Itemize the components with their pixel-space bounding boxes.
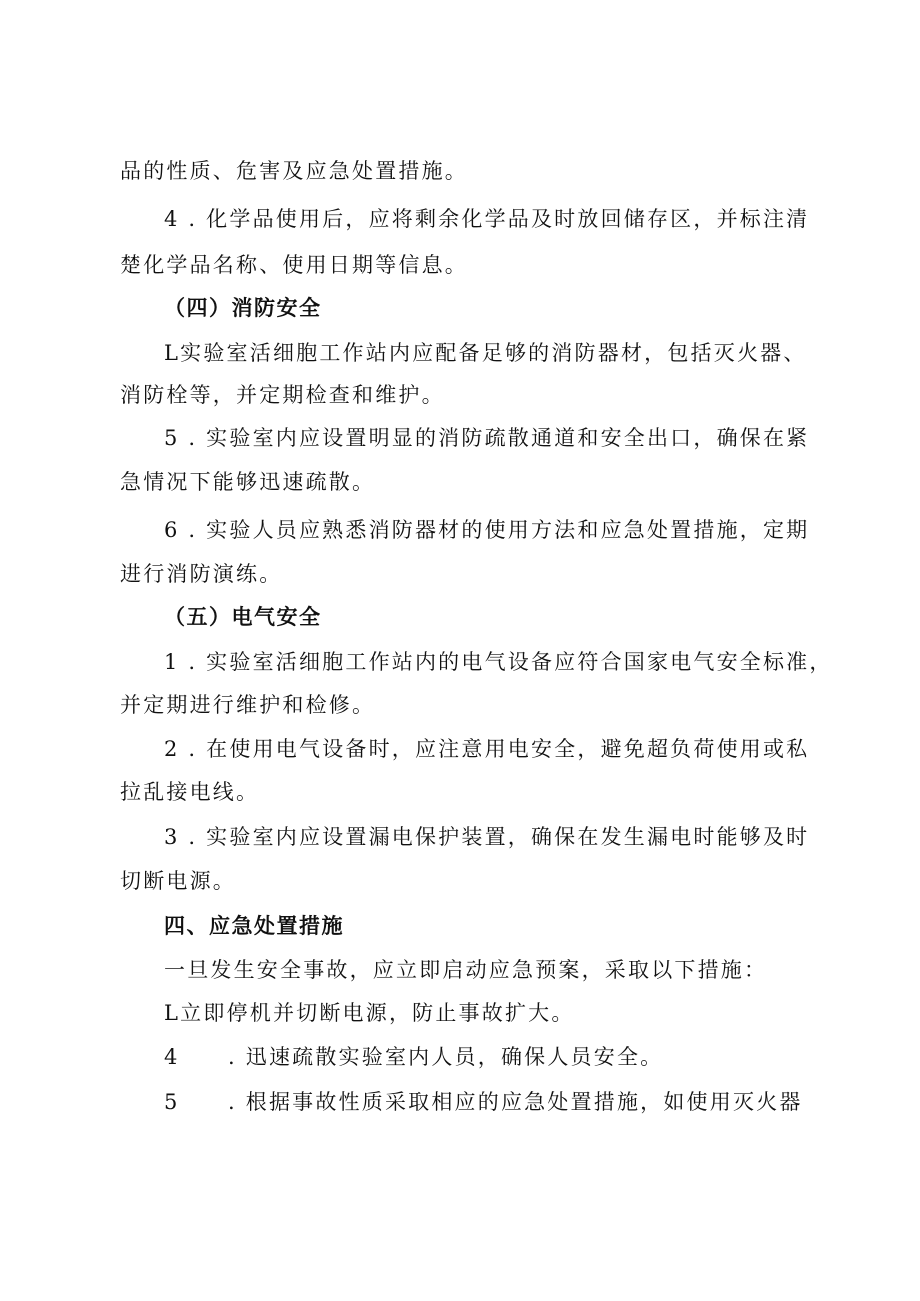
list-item-text: . 迅速疏散实验室内人员，确保人员安全。 bbox=[228, 1045, 664, 1069]
section-heading-emergency-measures: 四、应急处置措施 bbox=[164, 914, 344, 938]
paragraph-line: 3 . 实验室内应设置漏电保护装置，确保在发生漏电时能够及时 bbox=[164, 825, 810, 849]
section-heading-electrical-safety: （五）电气安全 bbox=[164, 605, 322, 629]
paragraph-line: 2 . 在使用电气设备时，应注意用电安全，避免超负荷使用或私 bbox=[164, 737, 810, 761]
list-item-response bbox=[164, 1087, 803, 1117]
paragraph-line: 1 . 实验室活细胞工作站内的电气设备应符合国家电气安全标准， bbox=[164, 650, 833, 674]
paragraph-line: 楚化学品名称、使用日期等信息。 bbox=[120, 253, 468, 277]
list-item-number: 5 bbox=[164, 1090, 180, 1114]
list-item-text: . 根据事故性质采取相应的应急处置措施，如使用灭火器 bbox=[228, 1090, 803, 1114]
paragraph-line: 拉乱接电线。 bbox=[120, 780, 260, 804]
paragraph-line: 5 . 实验室内应设置明显的消防疏散通道和安全出口，确保在紧 bbox=[164, 426, 810, 450]
paragraph-line: 切断电源。 bbox=[120, 869, 236, 893]
paragraph-line: 品的性质、危害及应急处置措施。 bbox=[120, 159, 468, 183]
paragraph-line: 6 . 实验人员应熟悉消防器材的使用方法和应急处置措施，定期 bbox=[164, 518, 810, 542]
paragraph-line: L立即停机并切断电源，防止事故扩大。 bbox=[164, 1001, 575, 1025]
paragraph-line: 4 . 化学品使用后，应将剩余化学品及时放回储存区，并标注清 bbox=[164, 207, 810, 231]
paragraph-line: 急情况下能够迅速疏散。 bbox=[120, 470, 376, 494]
paragraph-line: 并定期进行维护和检修。 bbox=[120, 693, 376, 717]
paragraph-line: L实验室活细胞工作站内应配备足够的消防器材，包括灭火器、 bbox=[164, 341, 807, 365]
list-item-number: 4 bbox=[164, 1045, 180, 1069]
paragraph-line: 消防栓等，并定期检查和维护。 bbox=[120, 383, 445, 407]
section-heading-fire-safety: （四）消防安全 bbox=[164, 296, 322, 320]
paragraph-line: 一旦发生安全事故，应立即启动应急预案，采取以下措施： bbox=[164, 958, 768, 982]
list-item-evacuate bbox=[164, 1042, 663, 1072]
paragraph-line: 进行消防演练。 bbox=[120, 562, 283, 586]
